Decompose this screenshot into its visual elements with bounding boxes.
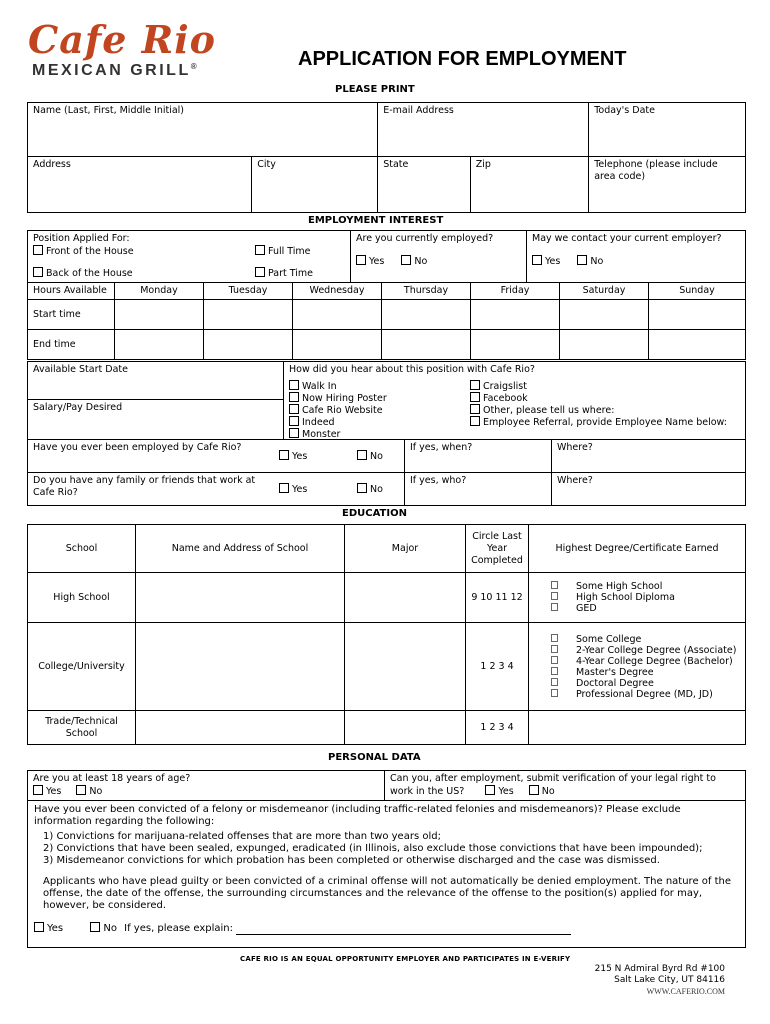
part-time-option[interactable]: Part Time: [255, 267, 313, 280]
conviction-notice: Applicants who have plead guilty or been convicted of a criminal offense will not automatically be denied employment. The nature of the offense, the date of the offense, the surrounding circumstances and the relevance of the offense to the position(s) applied for may, however, be considered.: [43, 876, 731, 911]
checkbox-icon: [401, 255, 411, 265]
zip-field[interactable]: [470, 157, 588, 213]
name-field[interactable]: [28, 103, 378, 157]
degree-option[interactable]: Master's Degree: [551, 667, 740, 678]
start-date-label: Available Start Date: [33, 364, 128, 375]
family-where-label: Where?: [557, 475, 593, 486]
date-field[interactable]: [589, 103, 746, 157]
felony-cell: [28, 801, 746, 948]
checkbox-icon: [470, 416, 480, 426]
col-major: Major: [345, 525, 466, 573]
contact-employer-cell: [527, 231, 746, 283]
hear-option-walk-in[interactable]: Walk In: [289, 380, 387, 392]
col-school-name: Name and Address of School: [136, 525, 345, 573]
name-label: Name (Last, First, Middle Initial): [33, 105, 185, 116]
city-label: City: [257, 159, 276, 170]
felony-yes[interactable]: Yes: [34, 923, 63, 934]
employment-interest-heading: EMPLOYMENT INTEREST: [308, 215, 444, 226]
age-yes[interactable]: Yes: [33, 786, 61, 797]
prior-employed-label: Have you ever been employed by Cafe Rio?: [28, 440, 275, 473]
checkbox-icon: [470, 404, 480, 414]
day-header: Friday: [471, 283, 560, 300]
legal-label: Can you, after employment, submit verification of your legal right to work in the US?: [390, 773, 716, 797]
address-label: Address: [33, 159, 71, 170]
full-time-option[interactable]: Full Time: [255, 245, 311, 258]
city-field[interactable]: [252, 157, 378, 213]
checkbox-icon: [529, 785, 539, 795]
logo-tagline: MEXICAN GRILL®: [32, 62, 200, 79]
position-label: Position Applied For:: [33, 233, 130, 244]
checkbox-icon: [34, 922, 44, 932]
checkbox-icon: [33, 785, 43, 795]
zip-label: Zip: [475, 159, 491, 170]
checkbox-icon: [551, 678, 558, 686]
family-who-label: If yes, who?: [410, 475, 467, 486]
footer-address: [595, 964, 725, 997]
col-degree: Highest Degree/Certificate Earned: [529, 525, 746, 573]
page-subtitle: PLEASE PRINT: [335, 84, 415, 95]
age-cell: [28, 771, 385, 801]
checkbox-icon: [289, 404, 299, 414]
hear-option-other[interactable]: Other, please tell us where:: [470, 404, 727, 416]
checkbox-icon: [551, 656, 558, 664]
registered-mark: ®: [190, 62, 200, 71]
currently-employed-label: Are you currently employed?: [356, 233, 494, 244]
exclusion-item: 2) Convictions that have been sealed, expunged, eradicated (in Illinois, also exclude those convictions that have been impounded);: [43, 843, 703, 854]
degree-option[interactable]: Some High School: [551, 581, 740, 592]
checkbox-icon: [356, 255, 366, 265]
exclusion-list: [34, 831, 739, 867]
hear-about-cell: [284, 362, 746, 440]
state-field[interactable]: [378, 157, 471, 213]
education-heading: EDUCATION: [342, 508, 407, 519]
prior-employed-no[interactable]: No: [352, 440, 405, 473]
age-no[interactable]: No: [76, 786, 102, 797]
school-college: College/University: [28, 623, 136, 711]
salary-field[interactable]: [28, 400, 283, 416]
checkbox-icon: [33, 245, 43, 255]
checkbox-icon: [289, 428, 299, 438]
end-time-cell[interactable]: [115, 330, 204, 360]
checkbox-icon: [279, 450, 289, 460]
hear-option-facebook[interactable]: Facebook: [470, 392, 727, 404]
hear-option-monster[interactable]: Monster: [289, 428, 387, 440]
family-where-field[interactable]: [552, 473, 746, 506]
checkbox-icon: [255, 245, 265, 255]
college-years[interactable]: 1 2 3 4: [466, 623, 529, 711]
school-trade: Trade/Technical School: [28, 711, 136, 745]
checkbox-icon: [551, 581, 558, 589]
start-time-cell[interactable]: [293, 300, 382, 330]
family-label: Do you have any family or friends that work at Cafe Rio?: [28, 473, 275, 506]
checkbox-icon: [470, 380, 480, 390]
degree-option[interactable]: Doctoral Degree: [551, 678, 740, 689]
page-title: APPLICATION FOR EMPLOYMENT: [298, 48, 627, 70]
hear-right-list: [470, 380, 727, 428]
start-time-cell[interactable]: [204, 300, 293, 330]
prior-when-field[interactable]: [405, 440, 552, 473]
address-field[interactable]: [28, 157, 252, 213]
explain-label: If yes, please explain:: [124, 923, 234, 934]
start-time-cell[interactable]: [560, 300, 649, 330]
email-field[interactable]: [378, 103, 589, 157]
degree-option[interactable]: 4-Year College Degree (Bachelor): [551, 656, 740, 667]
date-label: Today's Date: [594, 105, 655, 116]
day-header: Saturday: [560, 283, 649, 300]
position-table: [27, 230, 746, 283]
exclusion-item: 3) Misdemeanor convictions for which probation has been completed or otherwise discharged and the case was dismissed.: [43, 855, 660, 866]
phone-label: Telephone (please include area code): [594, 159, 718, 182]
website-link[interactable]: WWW.CAFERIO.COM: [646, 987, 725, 996]
hear-option-referral[interactable]: Employee Referral, provide Employee Name below:: [470, 416, 727, 428]
felony-answer-row: [34, 922, 739, 935]
checkbox-icon: [551, 603, 558, 611]
eeo-statement: CAFE RIO IS AN EQUAL OPPORTUNITY EMPLOYER AND PARTICIPATES IN E-VERIFY: [240, 955, 571, 963]
day-header: Tuesday: [204, 283, 293, 300]
hear-option-craigslist[interactable]: Craigslist: [470, 380, 727, 392]
exclusion-item: 1) Convictions for marijuana-related offenses that are more than two years old;: [43, 831, 441, 842]
start-date-field[interactable]: [28, 362, 283, 400]
prior-when-label: If yes, when?: [410, 442, 473, 453]
hours-table: [27, 282, 746, 360]
trade-major-field[interactable]: [345, 711, 466, 745]
end-time-cell[interactable]: [471, 330, 560, 360]
start-time-cell[interactable]: [382, 300, 471, 330]
checkbox-icon: [551, 634, 558, 642]
back-of-house-option[interactable]: Back of the House: [33, 267, 133, 280]
checkbox-icon: [289, 392, 299, 402]
hear-option-indeed[interactable]: Indeed: [289, 416, 387, 428]
front-of-house-option[interactable]: Front of the House: [33, 245, 134, 258]
high-school-name-field[interactable]: [136, 573, 345, 623]
checkbox-icon: [357, 483, 367, 493]
end-time-cell[interactable]: [382, 330, 471, 360]
prior-employed-yes[interactable]: Yes: [274, 440, 352, 473]
contact-employer-no[interactable]: No: [577, 256, 603, 267]
address-line-1: 215 N Admiral Byrd Rd #100: [594, 964, 725, 974]
end-time-label: End time: [28, 330, 115, 360]
checkbox-icon: [532, 255, 542, 265]
prior-table: [27, 439, 746, 506]
high-school-major-field[interactable]: [345, 573, 466, 623]
contact-employer-label: May we contact your current employer?: [532, 233, 722, 244]
explain-line[interactable]: [236, 924, 571, 935]
day-header: Monday: [115, 283, 204, 300]
personal-table: [27, 770, 746, 948]
contact-table: [27, 102, 746, 213]
checkbox-icon: [470, 392, 480, 402]
checkbox-icon: [255, 267, 265, 277]
hear-option-poster[interactable]: Now Hiring Poster: [289, 392, 387, 404]
col-school: School: [28, 525, 136, 573]
degree-option[interactable]: 2-Year College Degree (Associate): [551, 645, 740, 656]
day-header: Sunday: [649, 283, 746, 300]
checkbox-icon: [76, 785, 86, 795]
degree-option[interactable]: GED: [551, 603, 740, 614]
felony-question: Have you ever been convicted of a felony or misdemeanor (including traffic-related felonies and misdemeanors)? Please exclude information regarding the following:: [34, 804, 681, 827]
checkbox-icon: [33, 267, 43, 277]
hear-option-website[interactable]: Cafe Rio Website: [289, 404, 387, 416]
personal-data-heading: PERSONAL DATA: [328, 752, 421, 763]
school-high-school: High School: [28, 573, 136, 623]
checkbox-icon: [551, 667, 558, 675]
trade-years[interactable]: 1 2 3 4: [466, 711, 529, 745]
checkbox-icon: [485, 785, 495, 795]
trade-degree-field[interactable]: [529, 711, 746, 745]
family-yes[interactable]: Yes: [274, 473, 352, 506]
hear-about-label: How did you hear about this position with Cafe Rio?: [289, 364, 535, 375]
salary-label: Salary/Pay Desired: [33, 402, 123, 413]
high-school-years[interactable]: 9 10 11 12: [466, 573, 529, 623]
checkbox-icon: [357, 450, 367, 460]
end-time-cell[interactable]: [293, 330, 382, 360]
prior-where-field[interactable]: [552, 440, 746, 473]
hours-label: Hours Available: [28, 283, 115, 300]
checkbox-icon: [551, 592, 558, 600]
end-time-cell[interactable]: [204, 330, 293, 360]
start-time-label: Start time: [28, 300, 115, 330]
email-label: E-mail Address: [383, 105, 454, 116]
checkbox-icon: [90, 922, 100, 932]
college-degrees: [529, 623, 746, 711]
start-salary-cell: [28, 362, 284, 440]
checkbox-icon: [289, 416, 299, 426]
checkbox-icon: [551, 645, 558, 653]
family-who-field[interactable]: [405, 473, 552, 506]
start-time-cell[interactable]: [649, 300, 746, 330]
college-name-field[interactable]: [136, 623, 345, 711]
legal-no[interactable]: No: [529, 786, 555, 797]
degree-option[interactable]: Some College: [551, 634, 740, 645]
currently-employed-no[interactable]: No: [401, 256, 427, 267]
currently-employed-cell: [351, 231, 527, 283]
start-time-cell[interactable]: [115, 300, 204, 330]
day-header: Thursday: [382, 283, 471, 300]
checkbox-icon: [577, 255, 587, 265]
trade-name-field[interactable]: [136, 711, 345, 745]
address-line-2: Salt Lake City, UT 84116: [614, 975, 725, 985]
prior-where-label: Where?: [557, 442, 593, 453]
position-cell: [28, 231, 351, 283]
checkbox-icon: [289, 380, 299, 390]
checkbox-icon: [279, 483, 289, 493]
checkbox-icon: [551, 689, 558, 697]
col-circle-year: Circle Last Year Completed: [466, 525, 529, 573]
end-time-cell[interactable]: [649, 330, 746, 360]
degree-option[interactable]: High School Diploma: [551, 592, 740, 603]
age-label: Are you at least 18 years of age?: [33, 773, 191, 784]
college-major-field[interactable]: [345, 623, 466, 711]
currently-employed-yes[interactable]: Yes: [356, 256, 384, 267]
day-header: Wednesday: [293, 283, 382, 300]
contact-employer-yes[interactable]: Yes: [532, 256, 560, 267]
start-time-cell[interactable]: [471, 300, 560, 330]
education-table: [27, 524, 746, 745]
felony-no[interactable]: No: [90, 923, 117, 934]
high-school-degrees: [529, 573, 746, 623]
degree-option[interactable]: Professional Degree (MD, JD): [551, 689, 740, 700]
legal-yes[interactable]: Yes: [485, 786, 513, 797]
state-label: State: [383, 159, 409, 170]
phone-field[interactable]: [589, 157, 746, 213]
logo-script: Cafe Rio: [28, 17, 216, 62]
hear-left-list: [289, 380, 387, 440]
legal-cell: [385, 771, 746, 801]
end-time-cell[interactable]: [560, 330, 649, 360]
family-no[interactable]: No: [352, 473, 405, 506]
start-date-table: [27, 361, 746, 440]
